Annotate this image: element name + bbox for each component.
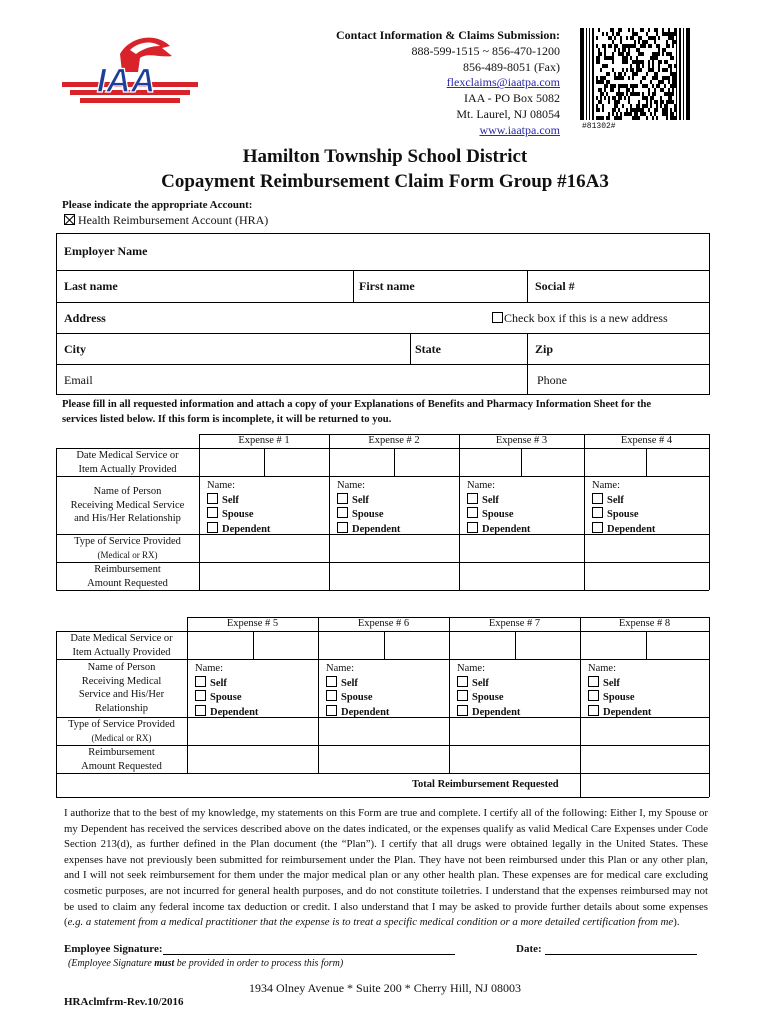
t2-type-label (56, 718, 187, 745)
relationship-name-label: Name: (588, 663, 616, 674)
self-checkbox[interactable] (337, 493, 348, 504)
social-field[interactable]: Social # (535, 279, 575, 293)
spouse-label: Spouse (607, 509, 639, 520)
logo-text: IAA (96, 62, 156, 100)
date-label: Date: (516, 943, 542, 955)
relationship-name-label: Name: (207, 480, 235, 491)
spouse-option[interactable] (337, 507, 400, 522)
cert-end: ). (673, 916, 680, 929)
spouse-label: Spouse (482, 509, 514, 520)
expense-2-relationship[interactable] (337, 479, 400, 536)
self-label: Self (222, 494, 239, 506)
t1-type-label (56, 535, 199, 562)
contact-website-link[interactable]: www.iaatpa.com (479, 122, 560, 137)
self-label: Self (352, 494, 369, 506)
expense-1-header: Expense # 1 (238, 435, 290, 446)
t1-type-label-sub: (Medical or RX) (97, 549, 158, 560)
zip-field[interactable]: Zip (535, 342, 554, 356)
spouse-checkbox[interactable] (207, 507, 218, 518)
dependent-checkbox[interactable] (467, 522, 478, 533)
signature-note-must: must (154, 958, 175, 969)
spouse-option[interactable] (592, 507, 655, 522)
expense-7-relationship[interactable] (457, 662, 520, 719)
expense-8-relationship[interactable] (588, 662, 651, 719)
t1-name-label-1: Name of Person (93, 486, 162, 497)
spouse-label: Spouse (210, 692, 242, 703)
dependent-label: Dependent (341, 706, 390, 718)
iaa-eagle-logo-graphic (60, 32, 200, 112)
t2-amount-label-2: Amount Requested (81, 760, 162, 772)
instructions-line1: Please fill in all requested information and attach a copy of your Explanations of Benefits and Pharmacy Information Sheet for the (62, 399, 652, 410)
dependent-label: Dependent (222, 523, 271, 535)
district-title: Hamilton Township School District (242, 146, 528, 167)
t1-name-label (56, 485, 199, 526)
contact-po-box: IAA - PO Box 5082 (463, 91, 560, 106)
t2-date-label-1: Date Medical Service or (70, 633, 173, 644)
self-checkbox[interactable] (588, 676, 599, 687)
expense-2-header: Expense # 2 (368, 435, 420, 446)
instructions (62, 398, 722, 427)
self-option[interactable] (592, 493, 655, 508)
signature-note-post: be provided in order to process this form) (174, 958, 344, 969)
spouse-checkbox[interactable] (592, 507, 603, 518)
signature-label: Employee Signature: (64, 943, 163, 955)
spouse-label: Spouse (222, 509, 254, 520)
pdf417-barcode (580, 28, 692, 132)
spouse-checkbox[interactable] (588, 690, 599, 701)
self-option[interactable] (467, 493, 530, 508)
spouse-option[interactable] (457, 690, 520, 705)
relationship-name-label: Name: (457, 663, 485, 674)
spouse-option[interactable] (326, 690, 389, 705)
iaa-logo (60, 32, 200, 112)
spouse-checkbox[interactable] (467, 507, 478, 518)
self-checkbox[interactable] (195, 676, 206, 687)
employer-name-field[interactable]: Employer Name (64, 244, 148, 258)
t1-date-label-1: Date Medical Service or (76, 450, 179, 461)
dependent-option[interactable] (195, 705, 258, 720)
contact-city-line: Mt. Laurel, NJ 08054 (456, 106, 560, 121)
dependent-checkbox[interactable] (326, 705, 337, 716)
spouse-checkbox[interactable] (457, 690, 468, 701)
footer-address: 1934 Olney Avenue * Suite 200 * Cherry Hill, NJ 08003 (248, 981, 522, 995)
t1-amount-label (56, 563, 199, 590)
email-field[interactable]: Email (64, 373, 93, 387)
t2-name-label-2: Receiving Medical (81, 675, 162, 687)
state-field[interactable]: State (415, 342, 441, 356)
account-prompt: Please indicate the appropriate Account: (62, 199, 253, 211)
dependent-checkbox[interactable] (337, 522, 348, 533)
relationship-name-label: Name: (592, 480, 620, 491)
expense-3-header: Expense # 3 (495, 435, 548, 446)
expense-5-header: Expense # 5 (226, 618, 279, 629)
spouse-option[interactable] (195, 690, 258, 705)
dependent-option[interactable] (592, 522, 655, 537)
t2-name-label-1: Name of Person (87, 662, 156, 673)
t2-name-label-4: Relationship (94, 702, 149, 714)
date-line[interactable] (545, 954, 697, 955)
t1-date-label-2: Item Actually Provided (78, 463, 177, 475)
contact-fax: 856-489-8051 (Fax) (463, 59, 560, 74)
spouse-label: Spouse (472, 692, 504, 703)
spouse-label: Spouse (341, 692, 373, 703)
contact-phone: 888-599-1515 ~ 856-470-1200 (411, 43, 560, 58)
expense-5-relationship[interactable] (195, 662, 258, 719)
contact-title: Contact Information & Claims Submission: (335, 28, 560, 42)
t1-type-label-1: Type of Service Provided (74, 536, 181, 547)
cert-italic: e.g. a statement from a medical practitioner that the expense is to treat a specific medical condition or a more detailed certification from me (67, 916, 674, 929)
t1-date-label (56, 449, 199, 476)
signature-line[interactable] (163, 954, 455, 955)
dependent-checkbox[interactable] (195, 705, 206, 716)
self-label: Self (472, 677, 489, 689)
expense-6-header: Expense # 6 (357, 618, 410, 629)
relationship-name-label: Name: (195, 663, 223, 674)
new-address-checkbox[interactable] (492, 312, 503, 323)
new-address-label: Check box if this is a new address (504, 311, 668, 325)
self-checkbox[interactable] (457, 676, 468, 687)
t2-name-label (56, 661, 187, 715)
dependent-label: Dependent (607, 523, 656, 535)
self-option[interactable] (195, 676, 258, 691)
spouse-label: Spouse (603, 692, 635, 703)
contact-email-link[interactable]: flexclaims@iaatpa.com (446, 75, 560, 90)
new-address-option[interactable] (492, 311, 668, 326)
total-reimbursement-field[interactable] (581, 774, 709, 797)
dependent-checkbox[interactable] (588, 705, 599, 716)
expense-7-header: Expense # 7 (488, 618, 541, 629)
contact-block (300, 28, 560, 139)
dependent-option[interactable] (337, 522, 400, 537)
self-checkbox[interactable] (467, 493, 478, 504)
self-checkbox[interactable] (326, 676, 337, 687)
dependent-label: Dependent (210, 706, 259, 718)
expense-1-relationship[interactable] (207, 479, 270, 536)
t1-amount-label-1: Reimbursement (94, 564, 161, 575)
spouse-checkbox[interactable] (326, 690, 337, 701)
form-title: Copayment Reimbursement Claim Form Group #16A3 (161, 171, 609, 192)
t1-name-label-3: and His/Her Relationship (74, 513, 181, 524)
hra-option[interactable] (64, 213, 268, 228)
dependent-option[interactable] (457, 705, 520, 720)
expense-4-relationship[interactable] (592, 479, 655, 536)
t2-date-label-2: Item Actually Provided (72, 646, 171, 658)
self-option[interactable] (457, 676, 520, 691)
spouse-option[interactable] (467, 507, 530, 522)
city-field[interactable]: City (64, 342, 86, 356)
t2-type-label-1: Type of Service Provided (68, 719, 175, 730)
dependent-checkbox[interactable] (592, 522, 603, 533)
spouse-label: Spouse (352, 509, 384, 520)
dependent-option[interactable] (588, 705, 651, 720)
cert-body: I authorize that to the best of my knowledge, my statements on this Form are true and complete. I certify all of the following: Either I, my Spouse or my Dependent has received the services described above on the dates indicated, or the expenses qualify as valid Medical Care Expenses under Code Section 213(d), as further defined in the Plan document (the “Plan”). I certify that all drugs were obtained legally in the United States. These expenses have not previously been submitted for reimbursement under the Plan. They have not been reimbursed under this Plan or any other plan, and I will not seek reimbursement for them under the major medical plan or any other health plan. These expenses are for medical care excluding cosmetic purposes, are not incurred for general health purposes, and do not constitute toiletries. I understand that the expenses reimbursed may not be used to claim any federal income tax deduction or credit. I also understand that I may be asked to provide further details about some expenses ( (64, 807, 708, 929)
self-label: Self (482, 494, 499, 506)
expense-3-relationship[interactable] (467, 479, 530, 536)
relationship-name-label: Name: (467, 480, 495, 491)
t2-amount-label (56, 746, 187, 773)
spouse-option[interactable] (588, 690, 651, 705)
expense-4-header: Expense # 4 (620, 435, 673, 446)
t1-amount-label-2: Amount Requested (87, 577, 168, 589)
instructions-line2: services listed below. If this form is incomplete, it will be returned to you. (62, 413, 392, 425)
dependent-checkbox[interactable] (207, 522, 218, 533)
dependent-label: Dependent (472, 706, 521, 718)
t2-date-label (56, 632, 187, 659)
self-label: Self (607, 494, 624, 506)
dependent-option[interactable] (326, 705, 389, 720)
relationship-name-label: Name: (337, 480, 365, 491)
self-label: Self (341, 677, 358, 689)
self-label: Self (210, 677, 227, 689)
signature-note (68, 958, 343, 969)
self-option[interactable] (207, 493, 270, 508)
self-option[interactable] (337, 493, 400, 508)
t2-amount-label-1: Reimbursement (88, 747, 155, 758)
t1-name-label-2: Receiving Medical Service (70, 499, 185, 511)
t2-type-label-sub: (Medical or RX) (91, 732, 152, 743)
total-reimbursement-label: Total Reimbursement Requested (412, 779, 559, 790)
self-option[interactable] (326, 676, 389, 691)
last-name-field[interactable]: Last name (64, 279, 118, 293)
self-option[interactable] (588, 676, 651, 691)
form-id: HRAclmfrm-Rev.10/2016 (64, 996, 184, 1008)
dependent-label: Dependent (603, 706, 652, 718)
dependent-option[interactable] (207, 522, 270, 537)
dependent-checkbox[interactable] (457, 705, 468, 716)
expense-6-relationship[interactable] (326, 662, 389, 719)
dependent-label: Dependent (482, 523, 531, 535)
certification-text (64, 806, 708, 931)
phone-field[interactable]: Phone (537, 373, 567, 387)
barcode-graphic (580, 28, 692, 132)
barcode-code: #81302# (582, 122, 616, 131)
relationship-name-label: Name: (326, 663, 354, 674)
self-label: Self (603, 677, 620, 689)
spouse-checkbox[interactable] (337, 507, 348, 518)
spouse-checkbox[interactable] (195, 690, 206, 701)
self-checkbox[interactable] (592, 493, 603, 504)
dependent-label: Dependent (352, 523, 401, 535)
expense-8-header: Expense # 8 (618, 618, 671, 629)
spouse-option[interactable] (207, 507, 270, 522)
dependent-option[interactable] (467, 522, 530, 537)
first-name-field[interactable]: First name (359, 279, 415, 293)
signature-note-pre: (Employee Signature (68, 958, 155, 969)
t2-name-label-3: Service and His/Her (78, 689, 165, 700)
hra-option-label: Health Reimbursement Account (HRA) (78, 213, 269, 227)
hra-checkbox[interactable] (64, 214, 75, 225)
address-field[interactable]: Address (64, 311, 106, 325)
self-checkbox[interactable] (207, 493, 218, 504)
